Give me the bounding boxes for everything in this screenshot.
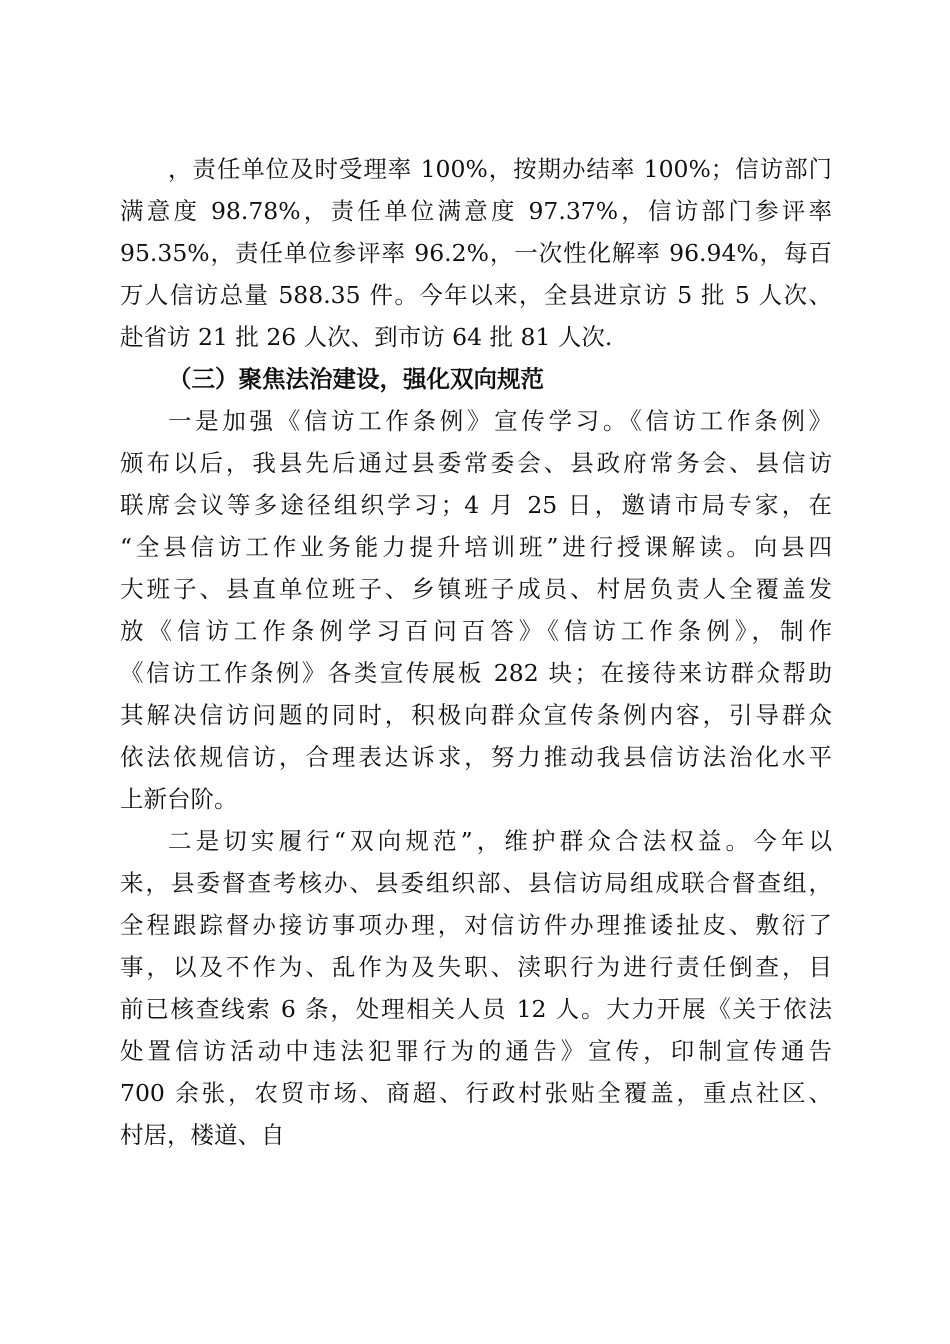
paragraph-line: 村居，楼道、自 <box>120 1121 285 1149</box>
paragraph-line: 95.35%，责任单位参评率 96.2%，一次性化解率 96.94%，每百 <box>120 239 832 267</box>
paragraph-line: 处置信访活动中违法犯罪行为的通告》宣传，印制宣传通告 <box>120 1037 832 1065</box>
paragraph-line: 万人信访总量 588.35 件。今年以来，全县进京访 5 批 5 人次、 <box>120 281 832 309</box>
paragraph-regulation-study <box>120 400 832 820</box>
paragraph-line: ，责任单位及时受理率 100%，按期办结率 100%；信访部门 <box>168 155 832 183</box>
paragraph-statistics <box>120 148 832 358</box>
paragraph-line: 来，县委督查考核办、县委组织部、县信访局组成联合督查组， <box>120 869 832 897</box>
paragraph-line: 《信访工作条例》各类宣传展板 282 块；在接待来访群众帮助 <box>120 659 832 687</box>
paragraph-line: 上新台阶。 <box>120 785 238 813</box>
paragraph-line: 其解决信访问题的同时，积极向群众宣传条例内容，引导群众 <box>120 701 832 729</box>
paragraph-line: 颁布以后，我县先后通过县委常委会、县政府常务会、县信访 <box>120 449 832 477</box>
paragraph-line: 一是加强《信访工作条例》宣传学习。《信访工作条例》 <box>168 407 832 435</box>
paragraph-line: 大班子、县直单位班子、乡镇班子成员、村居负责人全覆盖发 <box>120 575 832 603</box>
paragraph-line: “全县信访工作业务能力提升培训班”进行授课解读。向县四 <box>120 533 832 561</box>
paragraph-line: 联席会议等多途径组织学习；4 月 25 日，邀请市局专家，在 <box>120 491 832 519</box>
paragraph-line: 全程跟踪督办接访事项办理，对信访件办理推诿扯皮、敷衍了 <box>120 911 832 939</box>
paragraph-line: 700 余张，农贸市场、商超、行政村张贴全覆盖，重点社区、 <box>120 1079 832 1107</box>
paragraph-line: 事，以及不作为、乱作为及失职、渎职行为进行责任倒查，目 <box>120 953 832 981</box>
paragraph-line: 赴省访 21 批 26 人次、到市访 64 批 81 人次. <box>120 323 613 351</box>
paragraph-dual-regulation <box>120 820 832 1156</box>
section-heading: （三）聚焦法治建设，强化双向规范 <box>168 365 544 393</box>
paragraph-line: 放《信访工作条例学习百问百答》《信访工作条例》，制作 <box>120 617 832 645</box>
document-body <box>120 148 832 1156</box>
paragraph-line: 前已核查线索 6 条，处理相关人员 12 人。大力开展《关于依法 <box>120 995 832 1023</box>
paragraph-line: 满意度 98.78%，责任单位满意度 97.37%，信访部门参评率 <box>120 197 832 225</box>
paragraph-line: 二是切实履行“双向规范”，维护群众合法权益。今年以 <box>168 827 832 855</box>
paragraph-line: 依法依规信访，合理表达诉求，努力推动我县信访法治化水平 <box>120 743 832 771</box>
